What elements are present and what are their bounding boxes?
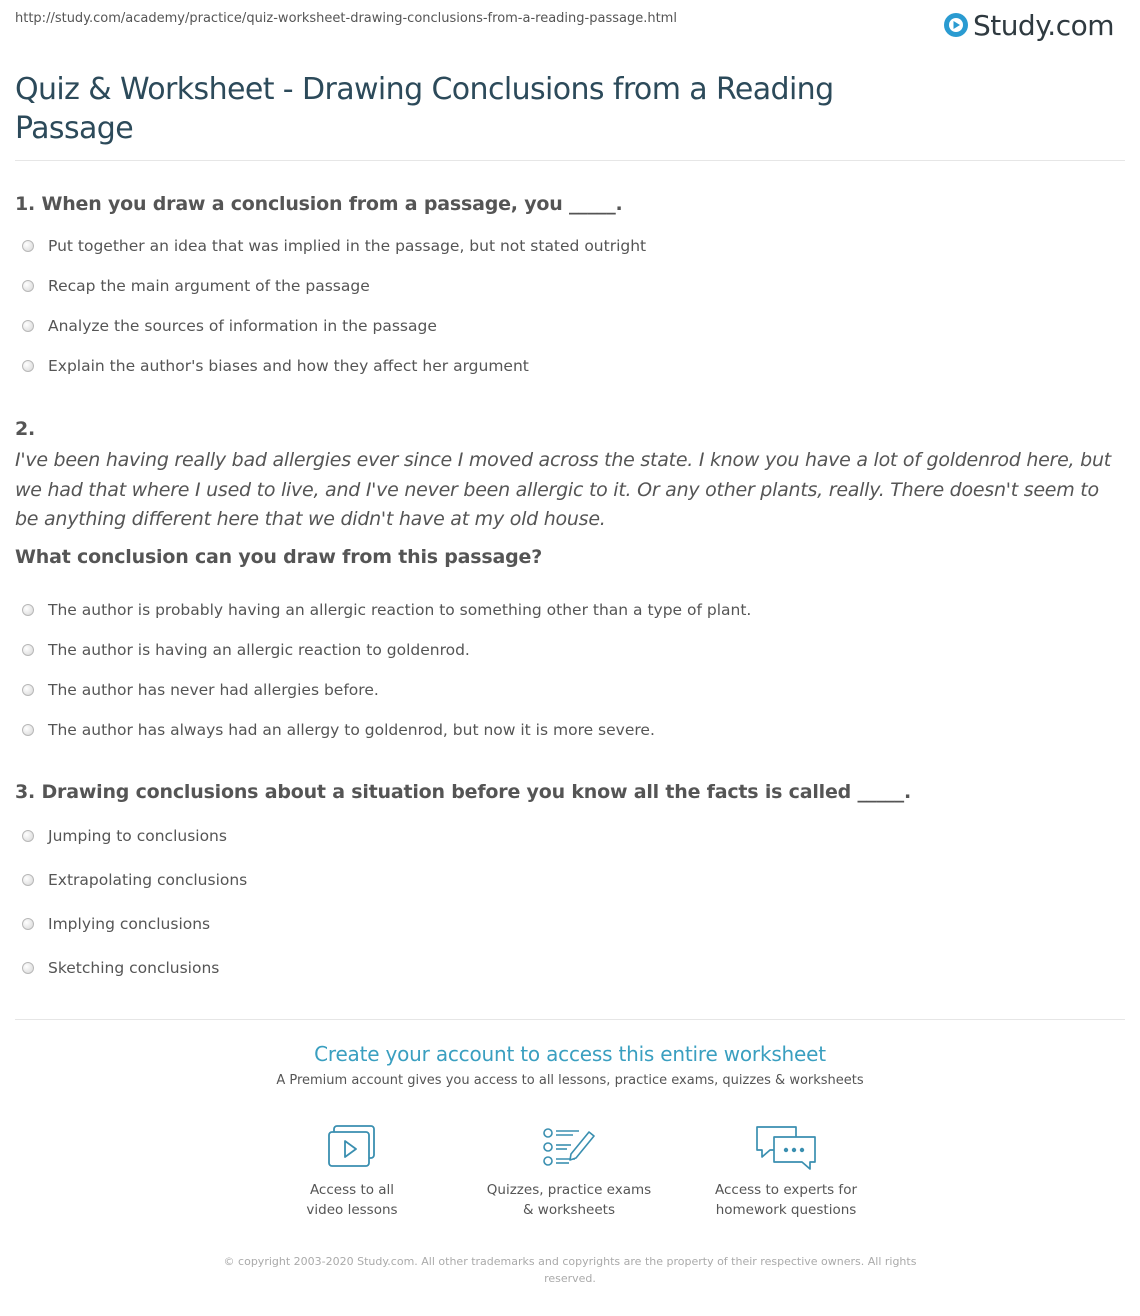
option-label: Put together an idea that was implied in the passage, but not stated outright xyxy=(48,237,647,255)
question-3-option-1[interactable] xyxy=(22,827,227,845)
question-1-option-1[interactable] xyxy=(22,237,646,255)
title-divider xyxy=(15,160,1125,161)
option-label: The author is having an allergic reaction to goldenrod. xyxy=(48,641,470,659)
video-lessons-icon xyxy=(326,1124,378,1170)
cta-title-link[interactable]: Create your account to access this entire worksheet xyxy=(314,1042,826,1066)
feature-experts xyxy=(686,1124,886,1220)
radio-icon[interactable] xyxy=(22,360,34,372)
option-label: Explain the author's biases and how they affect her argument xyxy=(48,357,529,375)
feature-3-line-1: Access to experts for xyxy=(714,1182,857,1198)
option-label: Implying conclusions xyxy=(48,915,211,933)
copyright-notice: © copyright 2003-2020 Study.com. All other trademarks and copyrights are the property of their respective owners. All rights reserved. xyxy=(223,1255,917,1285)
question-3-option-3[interactable] xyxy=(22,915,210,933)
option-label: The author has always had an allergy to goldenrod, but now it is more severe. xyxy=(48,721,655,739)
question-1-heading: 1. When you draw a conclusion from a passage, you _____. xyxy=(15,193,623,215)
question-2-option-3[interactable] xyxy=(22,681,379,699)
question-3-option-4[interactable] xyxy=(22,959,219,977)
radio-icon[interactable] xyxy=(22,724,34,736)
study-logo[interactable] xyxy=(943,6,1114,44)
chat-experts-icon xyxy=(754,1124,818,1170)
feature-3-line-2: homework questions xyxy=(715,1202,857,1218)
option-label: The author has never had allergies before. xyxy=(48,681,379,699)
feature-2-line-2: & worksheets xyxy=(522,1202,615,1218)
option-label: Sketching conclusions xyxy=(48,959,220,977)
option-label: The author is probably having an allergic reaction to something other than a type of plant. xyxy=(48,601,752,619)
radio-icon[interactable] xyxy=(22,830,34,842)
radio-icon[interactable] xyxy=(22,320,34,332)
radio-icon[interactable] xyxy=(22,604,34,616)
question-1-option-2[interactable] xyxy=(22,277,370,295)
radio-icon[interactable] xyxy=(22,684,34,696)
question-3-heading: 3. Drawing conclusions about a situation before you know all the facts is called _____. xyxy=(15,781,912,803)
feature-video-lessons xyxy=(252,1124,452,1220)
feature-1-line-1: Access to all xyxy=(309,1182,395,1198)
radio-icon[interactable] xyxy=(22,874,34,886)
option-label: Jumping to conclusions xyxy=(48,827,227,845)
cta-divider xyxy=(15,1019,1125,1020)
question-2-option-1[interactable] xyxy=(22,601,751,619)
question-2-prompt: What conclusion can you draw from this passage? xyxy=(15,546,543,568)
feature-1-line-2: video lessons xyxy=(306,1202,398,1218)
page-title: Quiz & Worksheet - Drawing Conclusions from a Reading Passage xyxy=(15,72,834,146)
question-1-option-3[interactable] xyxy=(22,317,437,335)
question-1-option-4[interactable] xyxy=(22,357,529,375)
question-2-passage: I've been having really bad allergies ever since I moved across the state. I know you have a lot of goldenrod here, but we had that where I used to live, and I've never been allergic to it. Or any other plants, really. There doesn't seem to be anything different here that we didn't have at my old house. xyxy=(15,449,1111,530)
option-label: Extrapolating conclusions xyxy=(48,871,248,889)
radio-icon[interactable] xyxy=(22,240,34,252)
question-3-option-2[interactable] xyxy=(22,871,247,889)
question-2-option-4[interactable] xyxy=(22,721,655,739)
feature-2-line-1: Quizzes, practice exams xyxy=(486,1182,652,1198)
option-label: Analyze the sources of information in the passage xyxy=(48,317,437,335)
option-label: Recap the main argument of the passage xyxy=(48,277,370,295)
cta-subtitle: A Premium account gives you access to all lessons, practice exams, quizzes & worksheets xyxy=(276,1073,864,1088)
radio-icon[interactable] xyxy=(22,962,34,974)
radio-icon[interactable] xyxy=(22,644,34,656)
question-2-heading: 2. xyxy=(15,418,36,440)
play-logo-icon xyxy=(943,12,969,38)
feature-quizzes xyxy=(469,1124,669,1220)
quiz-checklist-icon xyxy=(541,1124,597,1170)
radio-icon[interactable] xyxy=(22,918,34,930)
page-url: http://study.com/academy/practice/quiz-worksheet-drawing-conclusions-from-a-reading-passage.html xyxy=(15,11,677,26)
logo-text: Study.com xyxy=(972,8,1114,42)
radio-icon[interactable] xyxy=(22,280,34,292)
question-2-option-2[interactable] xyxy=(22,641,470,659)
